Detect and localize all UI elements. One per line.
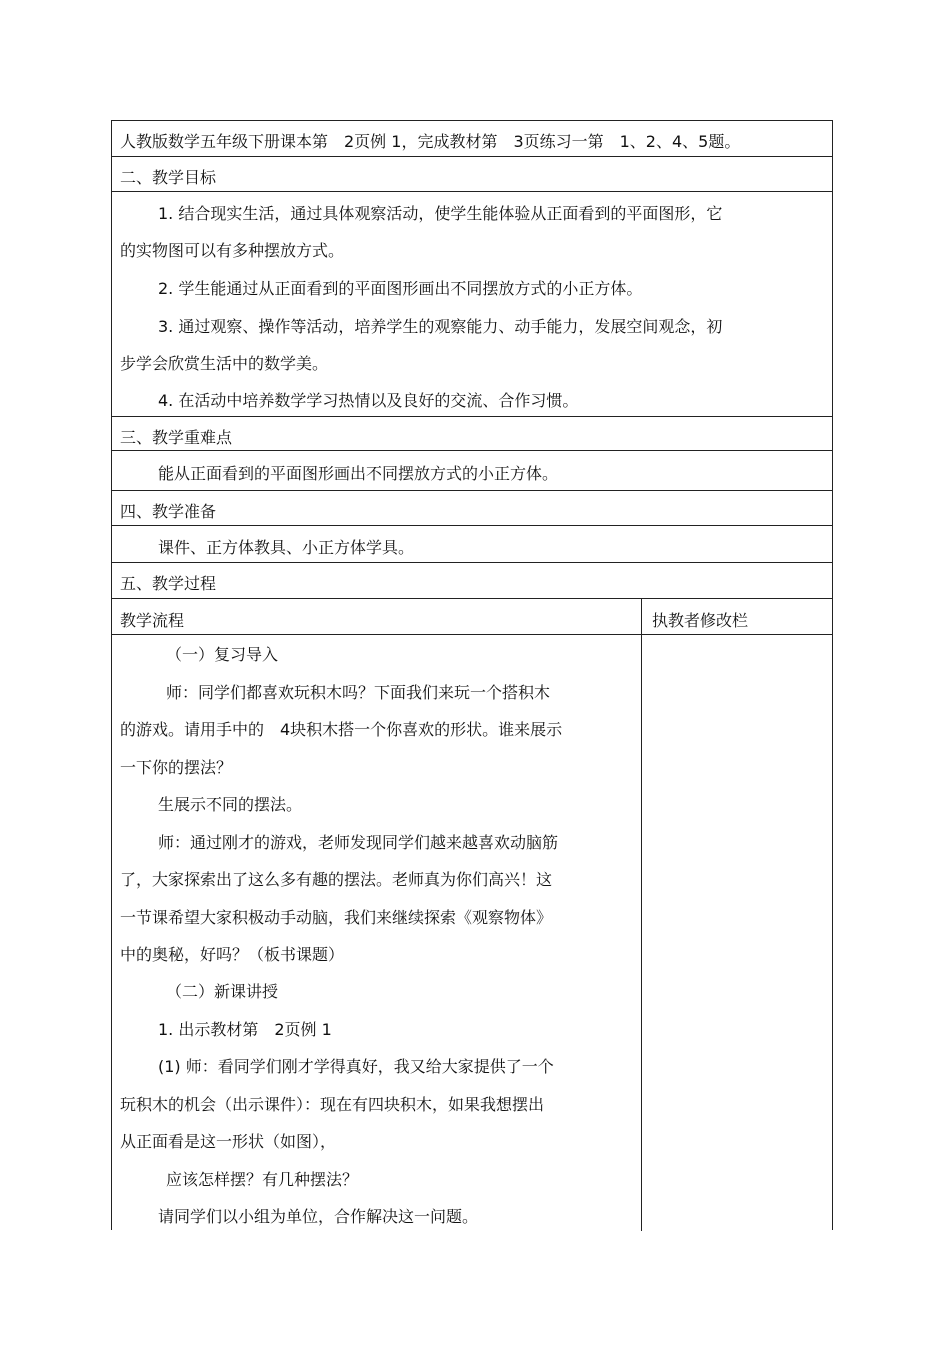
goal-line: 3. 通过观察、操作等活动，培养学生的观察能力、动手能力，发展空间观念，初	[158, 317, 723, 336]
process-line: 师：通过刚才的游戏，老师发现同学们越来越喜欢动脑筋	[158, 833, 559, 852]
process-line: （二）新课讲授	[166, 982, 279, 1001]
process-line: 1. 出示教材第 2页例 1	[158, 1020, 332, 1039]
process-line: 了，大家探索出了这么多有趣的摆法。老师真为你们高兴！这	[120, 870, 553, 889]
process-title: 五、教学过程	[120, 574, 217, 593]
process-line: 师：同学们都喜欢玩积木吗？下面我们来玩一个搭积木	[166, 683, 551, 702]
goals-body-row	[112, 192, 832, 417]
process-line: 一下你的摆法？	[120, 758, 233, 777]
process-line: 从正面看是这一形状（如图），	[120, 1132, 337, 1151]
goal-line: 1. 结合现实生活，通过具体观察活动，使学生能体验从正面看到的平面图形，它	[158, 204, 723, 223]
process-line: 的游戏。请用手中的 4块积木搭一个你喜欢的形状。谁来展示	[120, 720, 563, 739]
goal-line: 的实物图可以有多种摆放方式。	[120, 241, 345, 260]
process-line: 玩积木的机会（出示课件）：现在有四块积木，如果我想摆出	[120, 1095, 545, 1114]
process-line: （一）复习导入	[166, 645, 279, 664]
process-line: 中的奥秘，好吗？（板书课题）	[120, 945, 345, 964]
process-line: (1) 师：看同学们刚才学得真好，我又给大家提供了一个	[158, 1057, 554, 1076]
prep-title: 四、教学准备	[120, 502, 217, 521]
prep-text-row	[112, 526, 832, 563]
column-edit-header: 执教者修改栏	[652, 611, 749, 630]
column-header-row	[112, 599, 832, 635]
prep-text: 课件、正方体教具、小正方体学具。	[158, 538, 415, 557]
lesson-plan-table	[111, 120, 833, 1230]
column-divider	[641, 599, 642, 1231]
key-title: 三、教学重难点	[120, 428, 233, 447]
goals-title: 二、教学目标	[120, 168, 217, 187]
process-line: 应该怎样摆？有几种摆法？	[166, 1170, 359, 1189]
column-flow-header: 教学流程	[120, 611, 185, 630]
process-title-row	[112, 563, 832, 599]
goal-line: 4. 在活动中培养数学学习热情以及良好的交流、合作习惯。	[158, 391, 579, 410]
process-line: 生展示不同的摆法。	[158, 795, 303, 814]
key-text-row	[112, 451, 832, 491]
goals-title-row	[112, 157, 832, 192]
key-text: 能从正面看到的平面图形画出不同摆放方式的小正方体。	[158, 464, 559, 483]
key-title-row	[112, 417, 832, 451]
content-row	[112, 121, 832, 157]
process-line: 请同学们以小组为单位，合作解决这一问题。	[158, 1207, 479, 1226]
goal-line: 2. 学生能通过从正面看到的平面图形画出不同摆放方式的小正方体。	[158, 279, 643, 298]
goal-line: 步学会欣赏生活中的数学美。	[120, 354, 329, 373]
process-line: 一节课希望大家积极动手动脑，我们来继续探索《观察物体》	[120, 908, 553, 927]
content-text: 人教版数学五年级下册课本第 2页例 1，完成教材第 3页练习一第 1、2、4、5题。	[120, 132, 741, 151]
prep-title-row	[112, 491, 832, 526]
